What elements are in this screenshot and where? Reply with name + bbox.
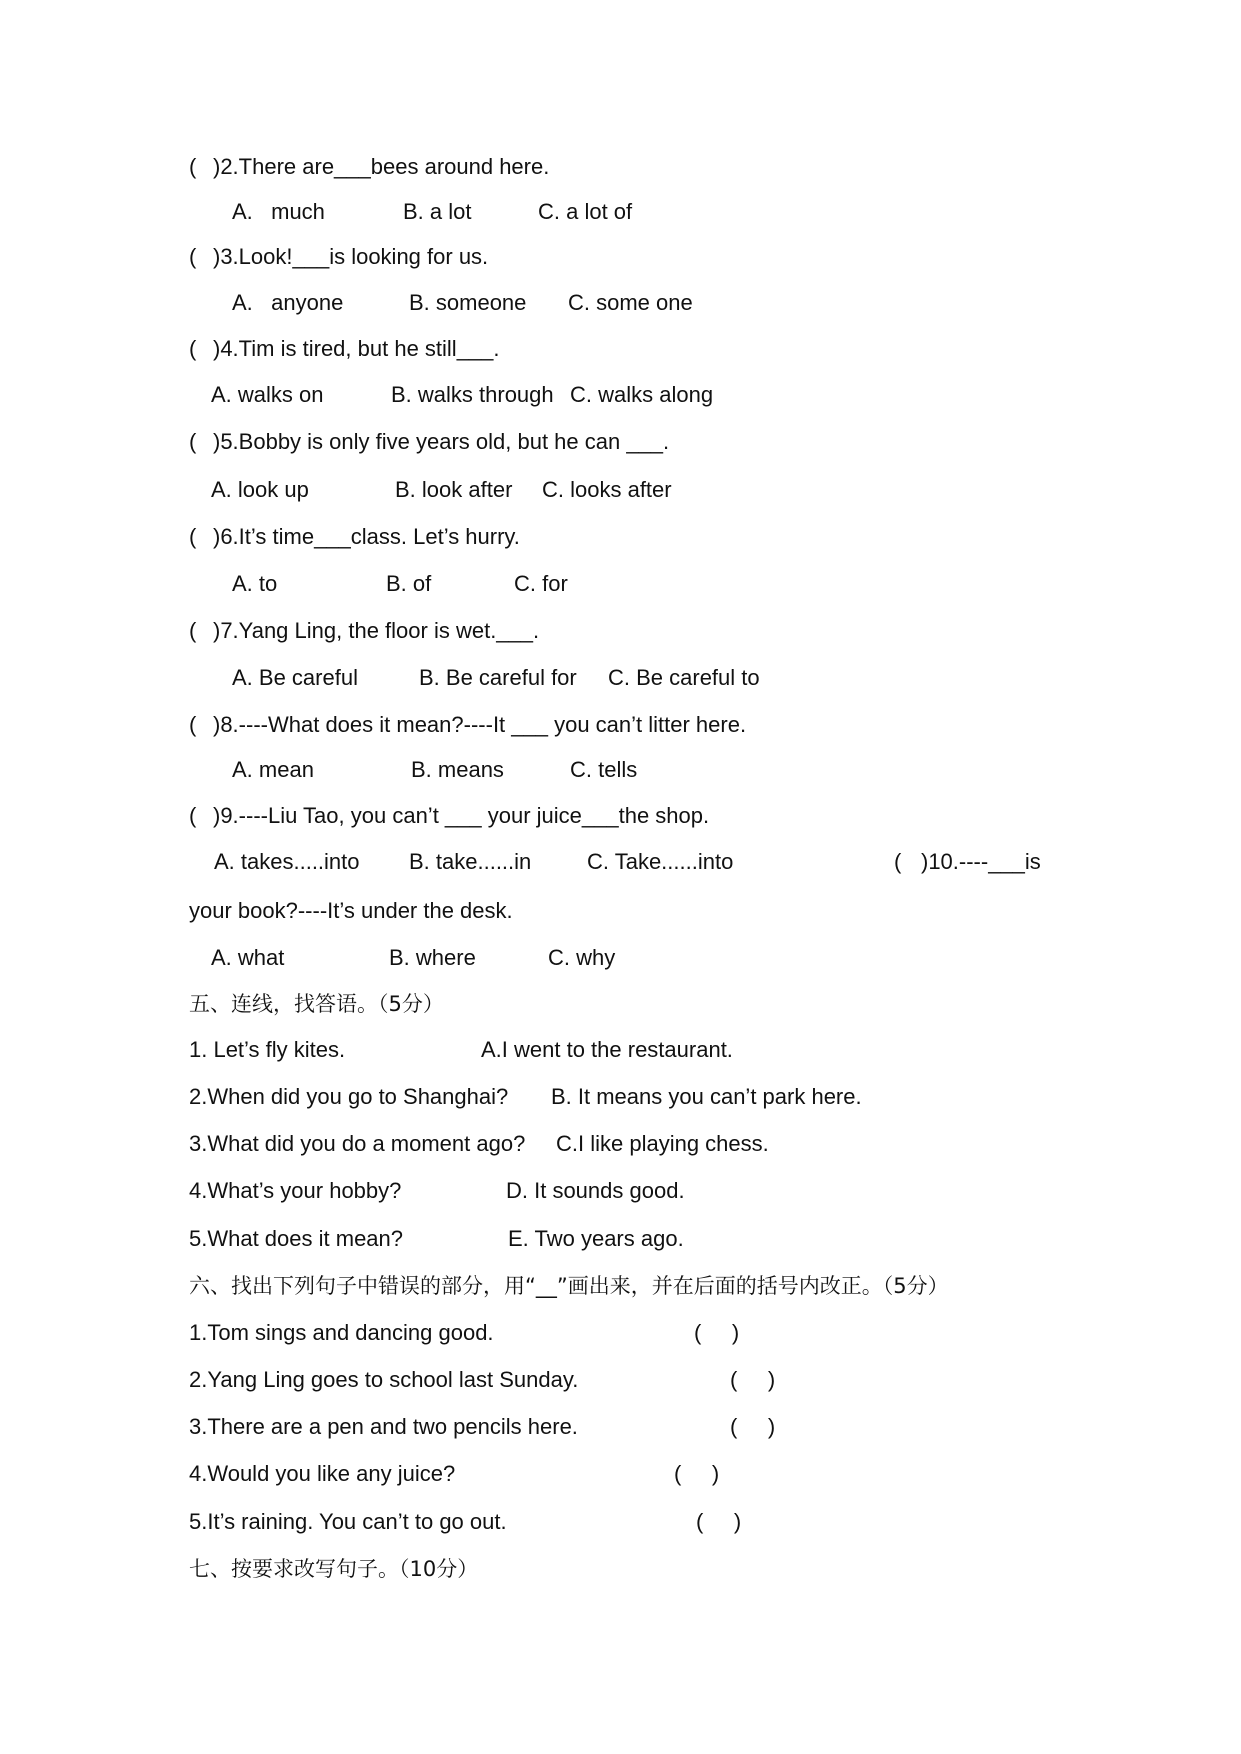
question-10-stem-continued: your book?----It’s under the desk. — [189, 898, 513, 923]
option-b: B. where — [389, 945, 476, 970]
question-5-stem: )5.Bobby is only five years old, but he can ___. — [213, 429, 670, 454]
option-a: A. what — [211, 945, 285, 970]
option-b: B. look after — [395, 477, 513, 502]
question-paren: ( — [189, 244, 197, 269]
match-answer: D. It sounds good. — [506, 1178, 685, 1203]
question-paren: ( — [189, 803, 197, 828]
question-paren: ( — [189, 524, 197, 549]
option-c: C. why — [548, 945, 616, 970]
option-a: A. walks on — [211, 382, 324, 407]
option-b: B. a lot — [403, 199, 472, 224]
question-3-stem: )3.Look!___is looking for us. — [213, 244, 489, 269]
match-answer: E. Two years ago. — [508, 1226, 684, 1251]
option-c: C. Be careful to — [608, 665, 760, 690]
answer-paren: ( ) — [674, 1461, 720, 1486]
question-paren: ( — [189, 154, 197, 179]
match-answer: A.I went to the restaurant. — [481, 1037, 733, 1062]
error-sentence: 5.It’s raining. You can’t to go out. — [189, 1509, 507, 1534]
match-answer: C.I like playing chess. — [556, 1131, 769, 1156]
option-c: C. tells — [570, 757, 638, 782]
option-a: A. Be careful — [232, 665, 358, 690]
option-a: A. to — [232, 571, 278, 596]
question-paren: ( — [894, 849, 902, 874]
section-6-heading: 六、找出下列句子中错误的部分，用“__”画出来，并在后面的括号内改正。（5分） — [189, 1274, 949, 1298]
question-10-stem: )10.----___is — [921, 849, 1041, 874]
error-sentence: 2.Yang Ling goes to school last Sunday. — [189, 1367, 579, 1392]
error-sentence: 3.There are a pen and two pencils here. — [189, 1414, 578, 1439]
option-b: B. walks through — [391, 382, 554, 407]
answer-paren: ( ) — [696, 1509, 742, 1534]
section-5-heading: 五、连线，找答语。（5分） — [189, 992, 444, 1016]
answer-paren: ( ) — [730, 1414, 776, 1439]
question-paren: ( — [189, 712, 197, 737]
option-c: C. some one — [568, 290, 693, 315]
answer-paren: ( ) — [730, 1367, 776, 1392]
option-c: C. looks after — [542, 477, 672, 502]
match-question: 2.When did you go to Shanghai? — [189, 1084, 509, 1109]
option-b: B. someone — [409, 290, 527, 315]
section-7-heading: 七、按要求改写句子。（10分） — [189, 1557, 479, 1581]
option-a: A. much — [232, 199, 325, 224]
question-7-stem: )7.Yang Ling, the floor is wet.___. — [213, 618, 540, 643]
option-a: A. anyone — [232, 290, 344, 315]
option-a: A. look up — [211, 477, 309, 502]
answer-paren: ( ) — [694, 1320, 740, 1345]
question-9-stem: )9.----Liu Tao, you can’t ___ your juice___the shop. — [213, 803, 710, 828]
option-b: B. Be careful for — [419, 665, 577, 690]
option-b: B. means — [411, 757, 504, 782]
match-answer: B. It means you can’t park here. — [551, 1084, 862, 1109]
option-c: C. Take......into — [587, 849, 734, 874]
match-question: 4.What’s your hobby? — [189, 1178, 402, 1203]
match-question: 5.What does it mean? — [189, 1226, 404, 1251]
option-c: C. for — [514, 571, 568, 596]
match-question: 1. Let’s fly kites. — [189, 1037, 346, 1062]
question-6-stem: )6.It’s time___class. Let’s hurry. — [213, 524, 520, 549]
question-paren: ( — [189, 429, 197, 454]
question-4-stem: )4.Tim is tired, but he still___. — [213, 336, 500, 361]
option-b: B. of — [386, 571, 432, 596]
option-c: C. walks along — [570, 382, 714, 407]
error-sentence: 4.Would you like any juice? — [189, 1461, 456, 1486]
question-paren: ( — [189, 336, 197, 361]
match-question: 3.What did you do a moment ago? — [189, 1131, 526, 1156]
question-2-stem: )2.There are___bees around here. — [213, 154, 550, 179]
error-sentence: 1.Tom sings and dancing good. — [189, 1320, 494, 1345]
option-c: C. a lot of — [538, 199, 633, 224]
question-paren: ( — [189, 618, 197, 643]
option-a: A. takes.....into — [214, 849, 360, 874]
option-b: B. take......in — [409, 849, 532, 874]
option-a: A. mean — [232, 757, 314, 782]
question-8-stem: )8.----What does it mean?----It ___ you can’t litter here. — [213, 712, 747, 737]
